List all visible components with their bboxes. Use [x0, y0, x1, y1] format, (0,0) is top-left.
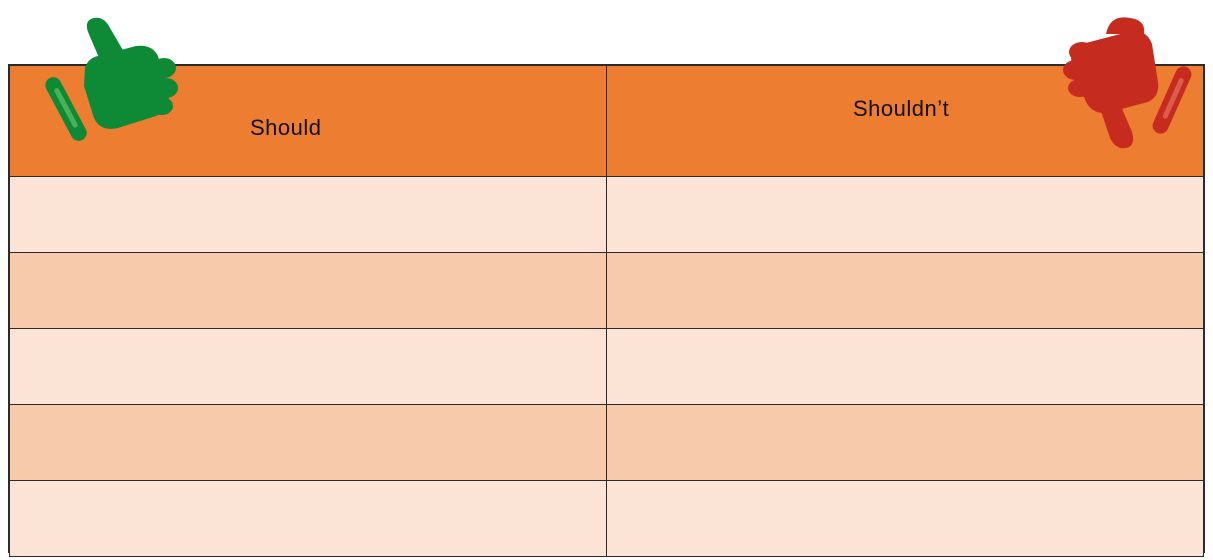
- header-shouldnt-label: Shouldn’t: [853, 96, 950, 121]
- table-row: [10, 329, 1204, 405]
- should-cell[interactable]: [10, 253, 607, 329]
- should-cell[interactable]: [10, 177, 607, 253]
- table-row: [10, 177, 1204, 253]
- table-row: [10, 405, 1204, 481]
- thumbs-up-icon: [40, 6, 180, 146]
- thumbs-down-icon: [1050, 4, 1200, 154]
- should-shouldnt-table: [8, 64, 1205, 553]
- should-cell[interactable]: [10, 329, 607, 405]
- should-cell[interactable]: [10, 405, 607, 481]
- shouldnt-cell[interactable]: [607, 253, 1204, 329]
- shouldnt-cell[interactable]: [607, 329, 1204, 405]
- table-header-row: [10, 66, 1204, 177]
- table-row: [10, 253, 1204, 329]
- comparison-table: [9, 65, 1204, 557]
- should-cell[interactable]: [10, 481, 607, 557]
- shouldnt-cell[interactable]: [607, 405, 1204, 481]
- header-should-label: Should: [250, 115, 322, 140]
- shouldnt-cell[interactable]: [607, 481, 1204, 557]
- shouldnt-cell[interactable]: [607, 177, 1204, 253]
- table-row: [10, 481, 1204, 557]
